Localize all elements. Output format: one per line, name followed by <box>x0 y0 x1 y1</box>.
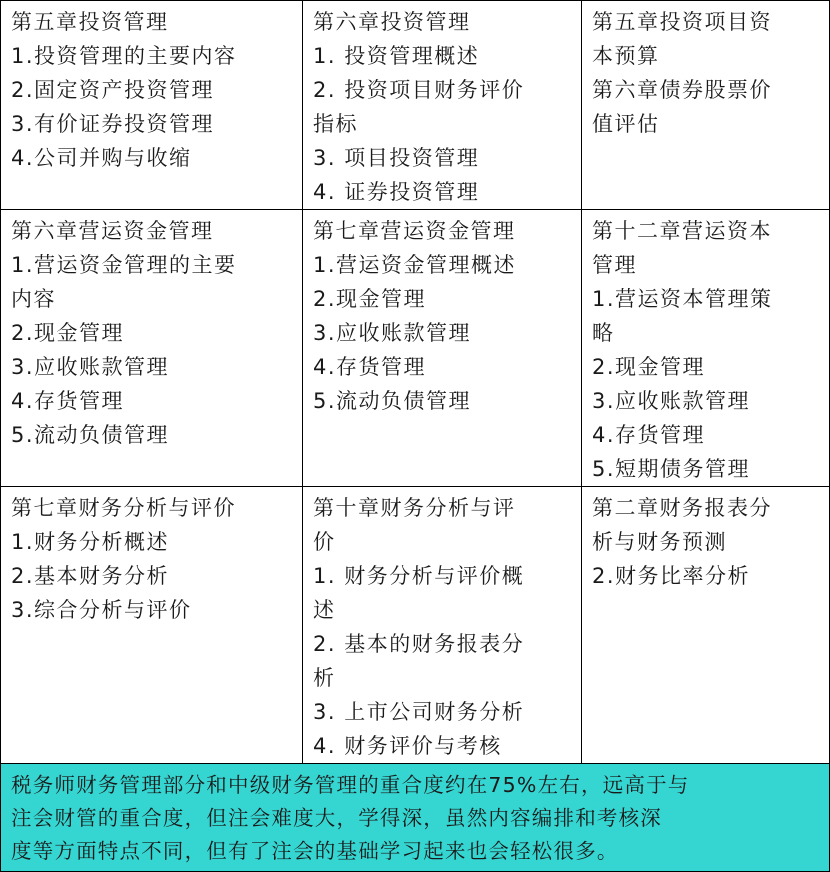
chapter-item: 3.综合分析与评价 <box>11 598 192 622</box>
cell-cpa <box>582 210 830 487</box>
chapter-item: 4.存货管理 <box>11 389 125 413</box>
chapter-item: 5.流动负债管理 <box>11 423 170 447</box>
note-line: 度等方面特点不同，但有了注会的基础学习起来也会轻松很多。 <box>11 839 619 863</box>
chapter-item: 3.应收账款管理 <box>592 389 751 413</box>
chapter-item: 1.营运资金管理概述 <box>313 253 517 277</box>
chapter-item: 第六章债券股票价 <box>592 78 772 102</box>
chapter-item: 3.应收账款管理 <box>11 355 170 379</box>
chapter-item: 2.财务比率分析 <box>592 564 751 588</box>
chapter-item: 内容 <box>11 287 56 311</box>
chapter-title: 第二章财务报表分 <box>592 496 772 520</box>
chapter-item: 4.存货管理 <box>592 423 706 447</box>
chapter-item: 4.存货管理 <box>313 355 427 379</box>
chapter-item: 2. 基本的财务报表分 <box>313 632 525 656</box>
chapter-item: 2.现金管理 <box>313 287 427 311</box>
chapter-item: 略 <box>592 321 615 345</box>
table-body <box>1 1 830 872</box>
note-row <box>1 764 830 872</box>
chapter-item: 1.营运资本管理策 <box>592 287 773 311</box>
chapter-item: 1.财务分析概述 <box>11 530 170 554</box>
chapter-item: 1.投资管理的主要内容 <box>11 44 237 68</box>
chapter-item: 5.短期债务管理 <box>592 457 751 481</box>
chapter-item: 2.固定资产投资管理 <box>11 78 215 102</box>
chapter-item: 述 <box>313 598 336 622</box>
summary-note <box>1 764 830 872</box>
chapter-item: 2. 投资项目财务评价 <box>313 78 525 102</box>
table-row <box>1 210 830 487</box>
chapter-item: 价 <box>313 530 336 554</box>
chapter-item: 析 <box>313 666 336 690</box>
chapter-title: 第五章投资项目资 <box>592 10 772 34</box>
chapter-item: 4.公司并购与收缩 <box>11 146 192 170</box>
chapter-item: 析与财务预测 <box>592 530 727 554</box>
cell-intermediate <box>303 487 582 764</box>
note-line: 注会财管的重合度，但注会难度大，学得深，虽然内容编排和考核深 <box>11 806 662 830</box>
chapter-title: 第五章投资管理 <box>11 10 169 34</box>
chapter-title: 第十二章营运资本 <box>592 219 772 243</box>
chapter-title: 第七章财务分析与评价 <box>11 496 236 520</box>
chapter-item: 5.流动负债管理 <box>313 389 472 413</box>
table-row <box>1 1 830 210</box>
chapter-item: 2.基本财务分析 <box>11 564 170 588</box>
chapter-item: 值评估 <box>592 112 660 136</box>
chapter-title: 第七章营运资金管理 <box>313 219 516 243</box>
table-row <box>1 487 830 764</box>
chapter-item: 指标 <box>313 112 358 136</box>
cell-intermediate <box>303 1 582 210</box>
chapter-title: 第十章财务分析与评 <box>313 496 516 520</box>
note-line: 税务师财务管理部分和中级财务管理的重合度约在75%左右，远高于与 <box>11 773 690 797</box>
chapter-item: 4. 证券投资管理 <box>313 180 480 204</box>
chapter-item: 本预算 <box>592 44 660 68</box>
chapter-item: 3. 上市公司财务分析 <box>313 700 525 724</box>
chapter-item: 3.应收账款管理 <box>313 321 472 345</box>
cell-tax-agent <box>1 1 303 210</box>
chapter-title: 第六章营运资金管理 <box>11 219 214 243</box>
chapter-item: 2.现金管理 <box>592 355 706 379</box>
chapter-item: 4. 财务评价与考核 <box>313 734 502 758</box>
cell-cpa <box>582 487 830 764</box>
chapter-item: 1. 财务分析与评价概 <box>313 564 525 588</box>
chapter-item: 2.现金管理 <box>11 321 125 345</box>
chapter-item: 管理 <box>592 253 637 277</box>
chapter-item: 3. 项目投资管理 <box>313 146 480 170</box>
chapter-item: 3.有价证券投资管理 <box>11 112 215 136</box>
cell-cpa <box>582 1 830 210</box>
chapter-title: 第六章投资管理 <box>313 10 471 34</box>
cell-intermediate <box>303 210 582 487</box>
cell-tax-agent <box>1 210 303 487</box>
chapter-item: 1. 投资管理概述 <box>313 44 480 68</box>
cell-tax-agent <box>1 487 303 764</box>
chapter-item: 1.营运资金管理的主要 <box>11 253 237 277</box>
